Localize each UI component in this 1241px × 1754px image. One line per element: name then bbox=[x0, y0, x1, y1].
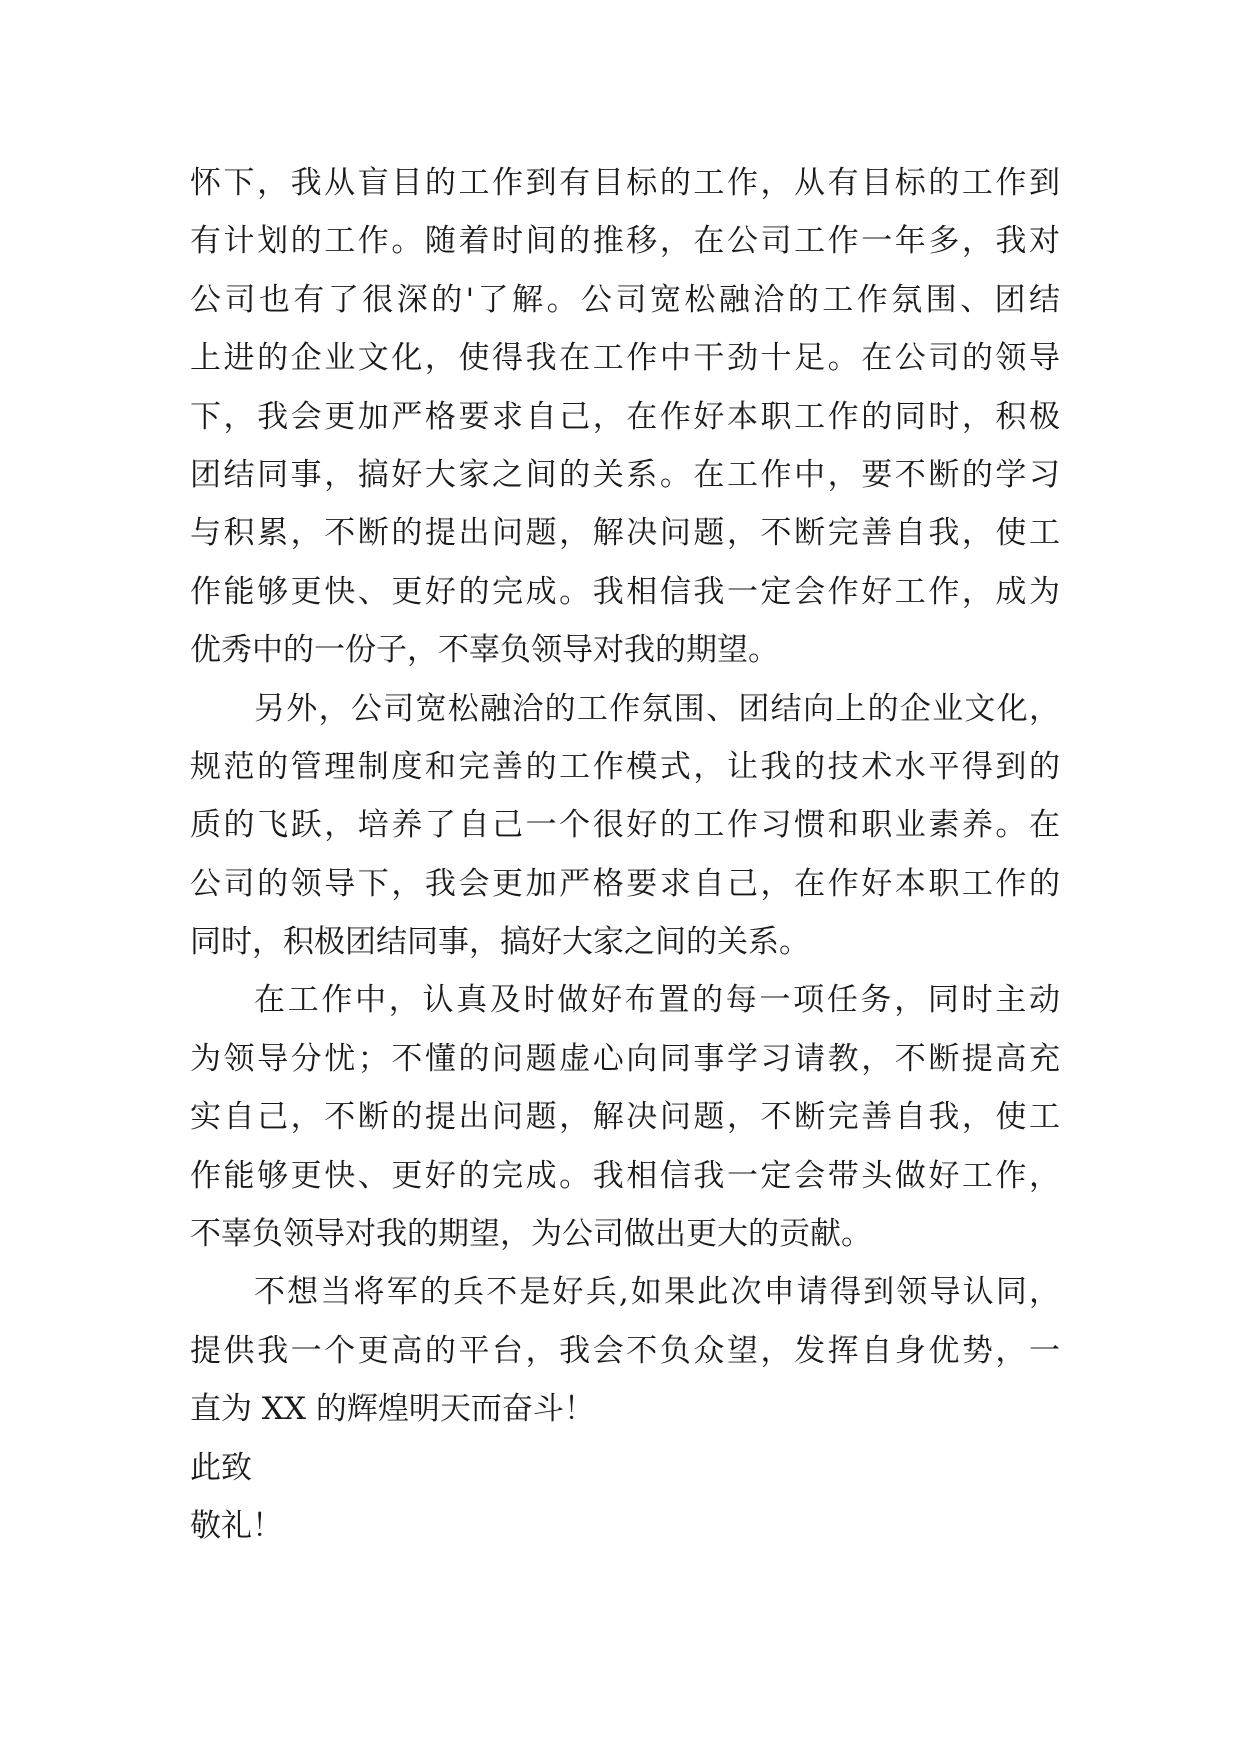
text-line: 质的飞跃，培养了自己一个很好的工作习惯和职业素养。在 bbox=[190, 807, 1060, 844]
text-line: 同时，积极团结同事，搞好大家之间的关系。 bbox=[190, 924, 810, 961]
closing-regards: 敬礼！ bbox=[190, 1507, 283, 1544]
text-line: 为领导分忧；不懂的问题虚心向同事学习请教，不断提高充 bbox=[190, 1040, 1060, 1077]
closing-salutation: 此致 bbox=[190, 1449, 252, 1486]
text-line: 公司的领导下，我会更加严格要求自己，在作好本职工作的 bbox=[190, 865, 1060, 902]
text-line: 不辜负领导对我的期望，为公司做出更大的贡献。 bbox=[190, 1216, 872, 1253]
text-line: 作能够更快、更好的完成。我相信我一定会带头做好工作， bbox=[190, 1157, 1060, 1194]
text-line: 直为 XX 的辉煌明天而奋斗！ bbox=[190, 1391, 595, 1428]
paragraph-start-line: 不想当将军的兵不是好兵,如果此次申请得到领导认同， bbox=[254, 1274, 1060, 1311]
text-line: 实自己，不断的提出问题，解决问题，不断完善自我，使工 bbox=[190, 1099, 1060, 1136]
letter-body bbox=[190, 154, 1060, 1555]
text-line: 下，我会更加严格要求自己，在作好本职工作的同时，积极 bbox=[190, 398, 1060, 435]
text-line: 与积累，不断的提出问题，解决问题，不断完善自我，使工 bbox=[190, 515, 1060, 552]
paragraph-start-line: 在工作中，认真及时做好布置的每一项任务，同时主动 bbox=[254, 982, 1060, 1019]
text-line: 团结同事，搞好大家之间的关系。在工作中，要不断的学习 bbox=[190, 456, 1060, 493]
text-line: 优秀中的一份子，不辜负领导对我的期望。 bbox=[190, 632, 779, 669]
text-line: 上进的企业文化，使得我在工作中干劲十足。在公司的领导 bbox=[190, 340, 1060, 377]
text-line: 提供我一个更高的平台，我会不负众望，发挥自身优势，一 bbox=[190, 1332, 1060, 1369]
text-line: 有计划的工作。随着时间的推移，在公司工作一年多，我对 bbox=[190, 223, 1060, 260]
text-line: 公司也有了很深的'了解。公司宽松融洽的工作氛围、团结 bbox=[190, 281, 1060, 318]
paragraph-start-line: 另外，公司宽松融洽的工作氛围、团结向上的企业文化， bbox=[254, 690, 1060, 727]
text-line: 规范的管理制度和完善的工作模式，让我的技术水平得到的 bbox=[190, 748, 1060, 785]
text-line: 作能够更快、更好的完成。我相信我一定会作好工作，成为 bbox=[190, 573, 1060, 610]
text-line: 怀下，我从盲目的工作到有目标的工作，从有目标的工作到 bbox=[190, 165, 1060, 201]
